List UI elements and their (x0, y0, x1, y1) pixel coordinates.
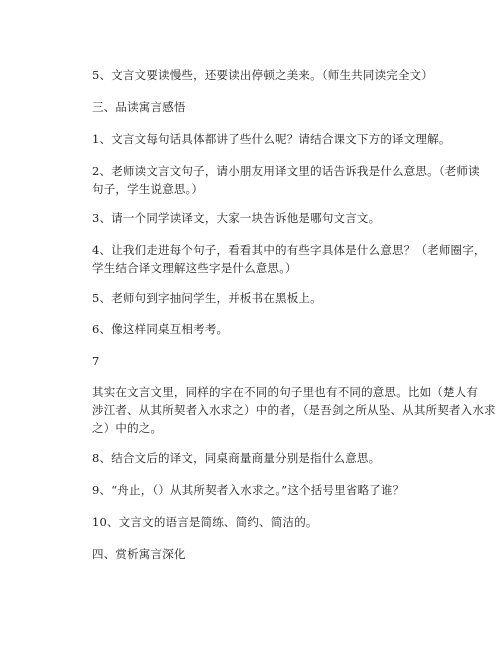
paragraph-step-9: 9、“舟止，（）从其所契者入水求之。”这个括号里省略了谁？ (92, 483, 405, 497)
paragraph-step-5: 5、老师句到字抽问学生，并板书在黑板上。 (92, 291, 322, 305)
paragraph-step-8: 8、结合文后的译文，同桌商量商量分别是指什么意思。 (92, 451, 381, 465)
section-heading-4: 四、赏析寓言深化 (92, 547, 186, 561)
paragraph-step-2-line1: 2、老师读文言文句子，请小朋友用译文里的话告诉我是什么意思。（老师读 (92, 164, 480, 178)
paragraph-explanation-line1: 其实在文言文里，同样的字在不同的句子里也有不同的意思。比如（楚人有 (92, 385, 479, 399)
paragraph-explanation-line2: 涉江者、从其所契者入水求之）中的者，（是吾剑之所从坠、从其所契者入水求 (92, 403, 496, 417)
paragraph-explanation-line3: 之）中的之。 (92, 421, 163, 435)
section-heading-3: 三、品读寓言感悟 (92, 100, 186, 114)
paragraph-step-3: 3、请一个同学读译文，大家一块告诉他是哪句文言文。 (92, 211, 381, 225)
paragraph-step-4-line2: 学生结合译文理解这些字是什么意思。） (92, 261, 297, 275)
paragraph-step-1: 1、文言文每句话具体都讲了些什么呢？请结合课文下方的译文理解。 (92, 132, 451, 146)
paragraph-step-10: 10、文言文的语言是简练、简约、简洁的。 (92, 515, 318, 529)
paragraph-step-2-line2: 句子，学生说意思。） (92, 182, 204, 196)
paragraph-step-5-reading: 5、文言文要读慢些，还要读出停顿之美来。（师生共同读完全文） (92, 68, 434, 82)
paragraph-step-4-line1: 4、让我们走进每个句子，看看其中的有些字具体是什么意思？（老师圈字， (92, 243, 486, 257)
paragraph-step-6: 6、像这样同桌互相考考。 (92, 322, 229, 336)
paragraph-step-7: 7 (92, 354, 100, 368)
